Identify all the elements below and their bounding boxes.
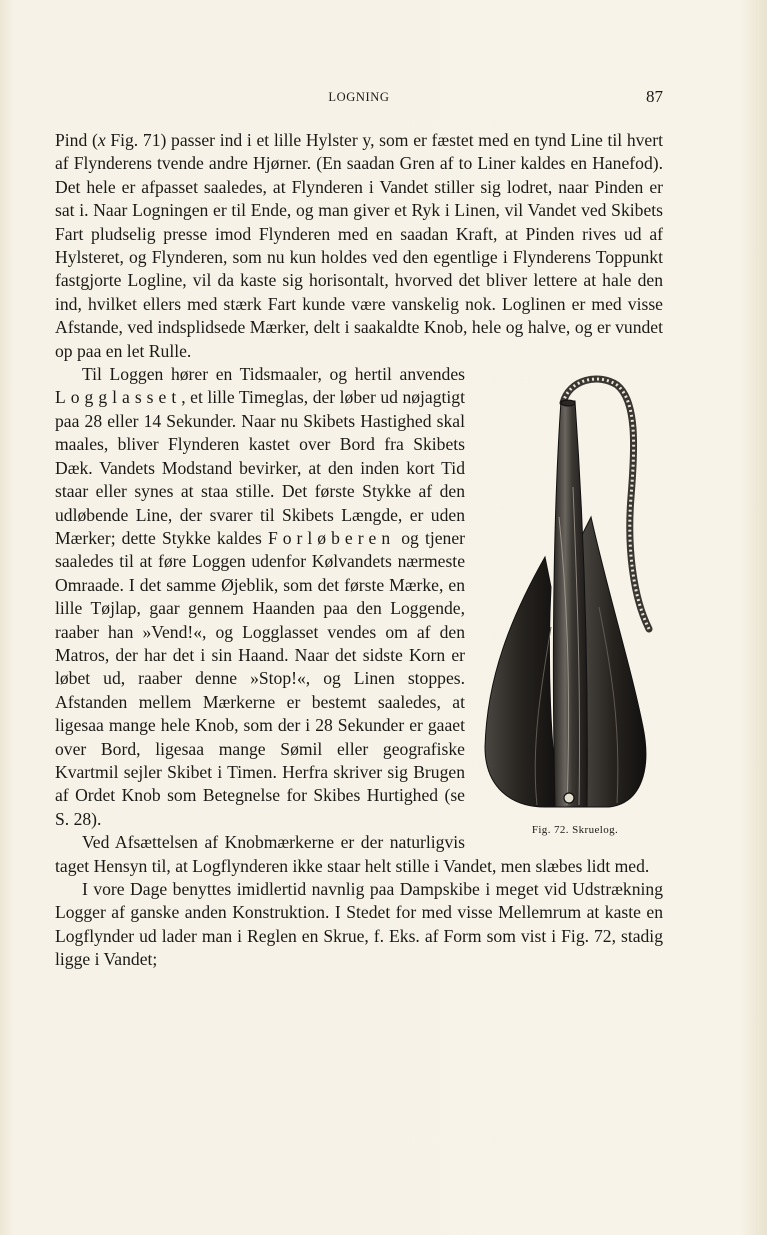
figure-caption: Fig. 72. Skruelog.: [531, 824, 619, 837]
page-header: [55, 87, 663, 114]
page-number: 87: [646, 87, 663, 106]
paragraph-1: Pind (x Fig. 71) passer ind i et lille Hylster y, som er fæstet med en tynd Line til hvert af Flynderens tvende andre Hjørner. (En saadan Gren af to Liner kaldes en Hanefod). Det hele er afpasset saaledes, at Flynderen i Vandet stiller sig lodret, naar Pinden er sat i. Naar Logningen er til Ende, og man giver et Ryk i Linen, vil Vandet ved Skibets Fart pludselig presse imod Flynderen med en saadan Kraft, at Pinden rives ud af Hylsteret, og Flynderen, som nu kun holdes ved den egentlige i Flynderens Toppunkt fastgjorte Logline, vil da kaste sig horisontalt, hvorved det bliver lettere at hale den ind, hvilket ellers med stærk Fart kunde være vanskelig nok. Loglinen er med visse Afstande, ved indsplidsede Mærker, delt i saakaldte Knob, hele og halve, og er vundet op paa en let Rulle.: [55, 130, 663, 361]
body-text: [55, 129, 663, 972]
figure-72: [481, 367, 669, 839]
paragraph-4: I vore Dage benyttes imidlertid navnlig paa Dampskibe i meget vid Udstrækning Logger af ganske anden Konstruktion. I Stedet for med visse Mellemrum at kaste en Logflynder ud lader man i Reglen en Skrue, f. Eks. af Form som vist i Fig. 72, stadig ligge i Vandet;: [55, 879, 663, 970]
paragraph-2: Til Loggen hører en Tidsmaaler, og hertil anvendes Logglasset, et lille Timeglas, der løber ud nøjagtigt paa 28 eller 14 Sekunder. Naar nu Skibets Hastighed skal maales, bliver Flynderen kastet over Bord fra Skibets Dæk. Vandets Modstand bevirker, at den inden kort Tid staar eller synes at staa stille. Det første Stykke af den udløbende Line, der svarer til Skibets Længde, er uden Mærker; dette Stykke kaldes Forløberen og tjener saaledes til at føre Loggen udenfor Kølvandets nærmeste Omraade. I det samme Øjeblik, som det første Mærke, en lille Tøjlap, gaar gennem Haanden paa den Loggende, raaber han »Vend!«, og Logglasset vendes om af den Matros, der har det i sin Haand. Naar det sidste Korn er løbet ud, raaber denne »Stop!«, og Linen stoppes. Afstanden mellem Mærkerne er bestemt saaledes, at ligesaa mange hele Knob, som der i 28 Sekunder er gaaet over Bord, ligesaa mange Sømil eller geografiske Kvartmil sejler Skibet i Timen. Herfra skriver sig Brugen af Ordet Knob som Betegnelse for Skibes Hurtighed (se S. 28).: [55, 364, 465, 829]
paragraph-3: Ved Afsættelsen af Knobmærkerne er der naturligvis taget Hensyn til, at Logflynderen ikke staar helt stille i Vandet, men slæbes lidt med.: [55, 832, 650, 876]
term-forloberen: Forløberen: [267, 527, 396, 548]
running-head: LOGNING: [328, 90, 390, 104]
screw-log-illustration: [481, 367, 669, 812]
term-logglasset: Logglasset: [55, 387, 182, 408]
figure-letter-x: x: [97, 130, 106, 150]
